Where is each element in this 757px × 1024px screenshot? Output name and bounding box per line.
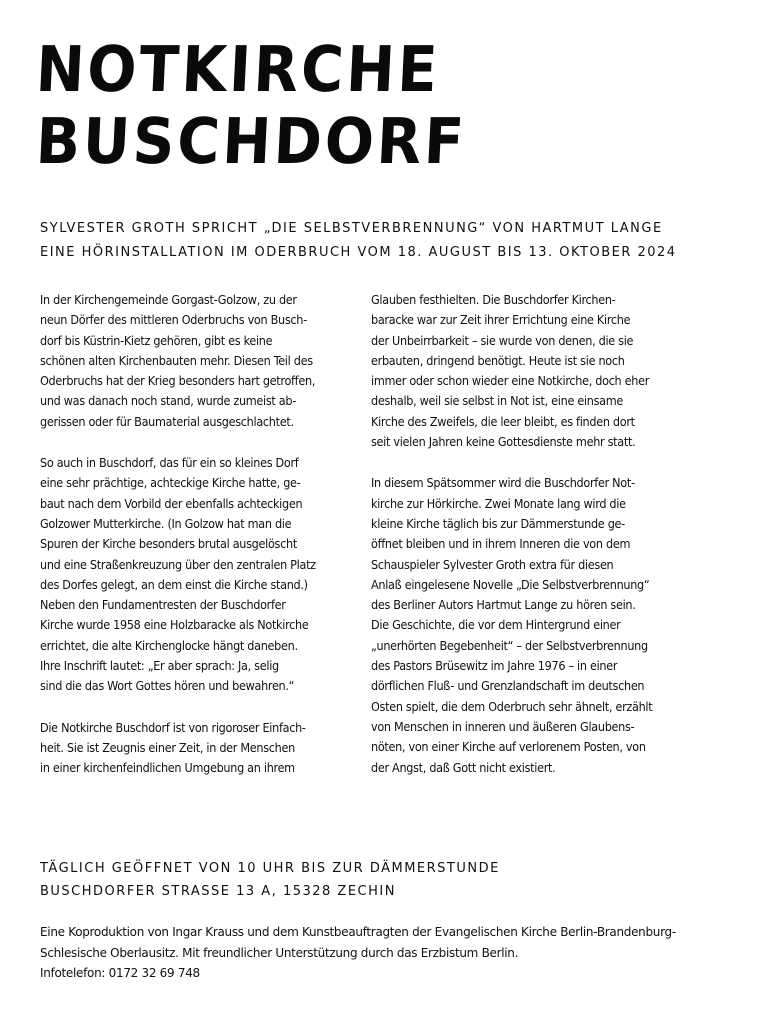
text-line: eine sehr prächtige, achteckige Kirche hatte, ge-	[40, 475, 301, 491]
text-line: In diesem Spätsommer wird die Buschdorfer Not-	[371, 475, 635, 491]
text-line: erbauten, dringend benötigt. Heute ist sie noch	[371, 352, 625, 368]
text-line: Golzower Mutterkirche. (In Golzow hat man die	[40, 515, 292, 531]
subtitle	[40, 217, 677, 265]
title-line-2: BUSCHDORF	[34, 105, 469, 178]
text-line: des Pastors Brüsewitz im Jahre 1976 – in einer	[371, 658, 618, 674]
text-line: Schauspieler Sylvester Groth extra für diesen	[371, 556, 614, 572]
text-line: Glauben festhielten. Die Buschdorfer Kirchen-	[371, 292, 616, 307]
text-line: Kirche des Zweifels, die leer bleibt, es finden dort	[371, 413, 635, 429]
text-line: und eine Straßenkreuzung über den zentralen Platz	[40, 556, 316, 572]
address: BUSCHDORFER STRASSE 13 A, 15328 ZECHIN	[40, 884, 396, 899]
text-line: gerissen oder für Baumaterial ausgeschlachtet.	[40, 413, 294, 429]
text-line: Anlaß eingelesene Novelle „Die Selbstverbrennung“	[371, 576, 650, 592]
left-paragraph-2	[40, 453, 360, 697]
text-line: seit vielen Jahren keine Gottesdienste mehr statt.	[371, 434, 636, 450]
right-paragraph-2	[371, 473, 691, 777]
text-line: Die Notkirche Buschdorf ist von rigoroser Einfach-	[40, 719, 306, 735]
opening-hours: TÄGLICH GEÖFFNET VON 10 UHR BIS ZUR DÄMMERSTUNDE	[40, 861, 500, 876]
text-line: deshalb, weil sie selbst in Not ist, eine einsame	[371, 393, 624, 409]
text-line: und was danach noch stand, wurde zumeist ab-	[40, 393, 297, 409]
text-line: Neben den Fundamentresten der Buschdorfer	[40, 597, 286, 613]
text-line: von Menschen in inneren und äußeren Glaubens-	[371, 718, 635, 734]
subtitle-line-1: SYLVESTER GROTH SPRICHT „DIE SELBSTVERBRENNUNG“ VON HARTMUT LANGE	[40, 221, 663, 236]
info-phone: Infotelefon: 0172 32 69 748	[40, 966, 200, 980]
text-line: errichtet, die alte Kirchenglocke hängt daneben.	[40, 637, 298, 653]
left-paragraph-3	[40, 718, 360, 779]
text-line: der Unbeirrbarkeit – sie wurde von denen, die sie	[371, 332, 634, 348]
title-line-1: NOTKIRCHE	[34, 33, 442, 106]
left-paragraph-1	[40, 290, 360, 432]
text-line: der Angst, daß Gott nicht existiert.	[371, 759, 556, 775]
text-line: schönen alten Kirchenbauten mehr. Diesen Teil des	[40, 352, 313, 368]
text-line: Die Geschichte, die vor dem Hintergrund einer	[371, 617, 621, 633]
text-line: neun Dörfer des mittleren Oderbruchs von Busch-	[40, 312, 307, 328]
text-line: Spuren der Kirche besonders brutal ausgelöscht	[40, 536, 297, 552]
text-line: sind die das Wort Gottes hören und bewahren.“	[40, 678, 295, 694]
text-line: Kirche wurde 1958 eine Holzbaracke als Notkirche	[40, 617, 309, 633]
text-line: baracke war zur Zeit ihrer Errichtung eine Kirche	[371, 312, 631, 328]
text-line: des Berliner Autors Hartmut Lange zu hören sein.	[371, 597, 636, 613]
credits	[40, 922, 676, 984]
credits-line-2: Schlesische Oberlausitz. Mit freundlicher Unterstützung durch das Erzbistum Berlin.	[40, 945, 519, 960]
text-line: Osten spielt, die dem Oderbruch sehr ähnelt, erzählt	[371, 698, 653, 714]
page-title	[36, 34, 504, 178]
text-line: So auch in Buschdorf, das für ein so kleines Dorf	[40, 455, 299, 471]
text-line: des Dorfes gelegt, an dem einst die Kirche stand.)	[40, 576, 308, 592]
text-line: Ihre Inschrift lautet: „Er aber sprach: Ja, selig	[40, 658, 279, 674]
text-line: nöten, von einer Kirche auf verlorenem Posten, von	[371, 739, 646, 755]
text-line: dörflichen Fluß- und Grenzlandschaft im deutschen	[371, 678, 645, 694]
text-line: öffnet bleiben und in ihrem Inneren die von dem	[371, 536, 631, 552]
text-line: „unerhörten Begebenheit“ – der Selbstverbrennung	[371, 637, 648, 653]
text-line: baut nach dem Vorbild der ebenfalls achteckigen	[40, 495, 303, 511]
right-column	[371, 290, 691, 799]
text-line: Oderbruchs hat der Krieg besonders hart getroffen,	[40, 373, 316, 389]
text-line: kirche zur Hörkirche. Zwei Monate lang wird die	[371, 495, 626, 511]
text-line: in einer kirchenfeindlichen Umgebung an ihrem	[40, 760, 295, 776]
right-paragraph-1	[371, 290, 691, 452]
credits-line-1: Eine Koproduktion von Ingar Krauss und dem Kunstbeauftragten der Evangelischen Kirche Berlin-Brandenburg-	[40, 925, 676, 939]
text-line: kleine Kirche täglich bis zur Dämmerstunde ge-	[371, 515, 625, 531]
text-line: immer oder schon wieder eine Notkirche, doch eher	[371, 373, 650, 389]
left-column	[40, 290, 360, 800]
text-line: heit. Sie ist Zeugnis einer Zeit, in der Menschen	[40, 739, 295, 755]
subtitle-line-2: EINE HÖRINSTALLATION IM ODERBRUCH VOM 18. AUGUST BIS 13. OKTOBER 2024	[40, 245, 677, 260]
text-line: dorf bis Küstrin-Kietz gehören, gibt es keine	[40, 332, 273, 348]
visit-info	[40, 857, 500, 903]
text-line: In der Kirchengemeinde Gorgast-Golzow, zu der	[40, 292, 297, 307]
